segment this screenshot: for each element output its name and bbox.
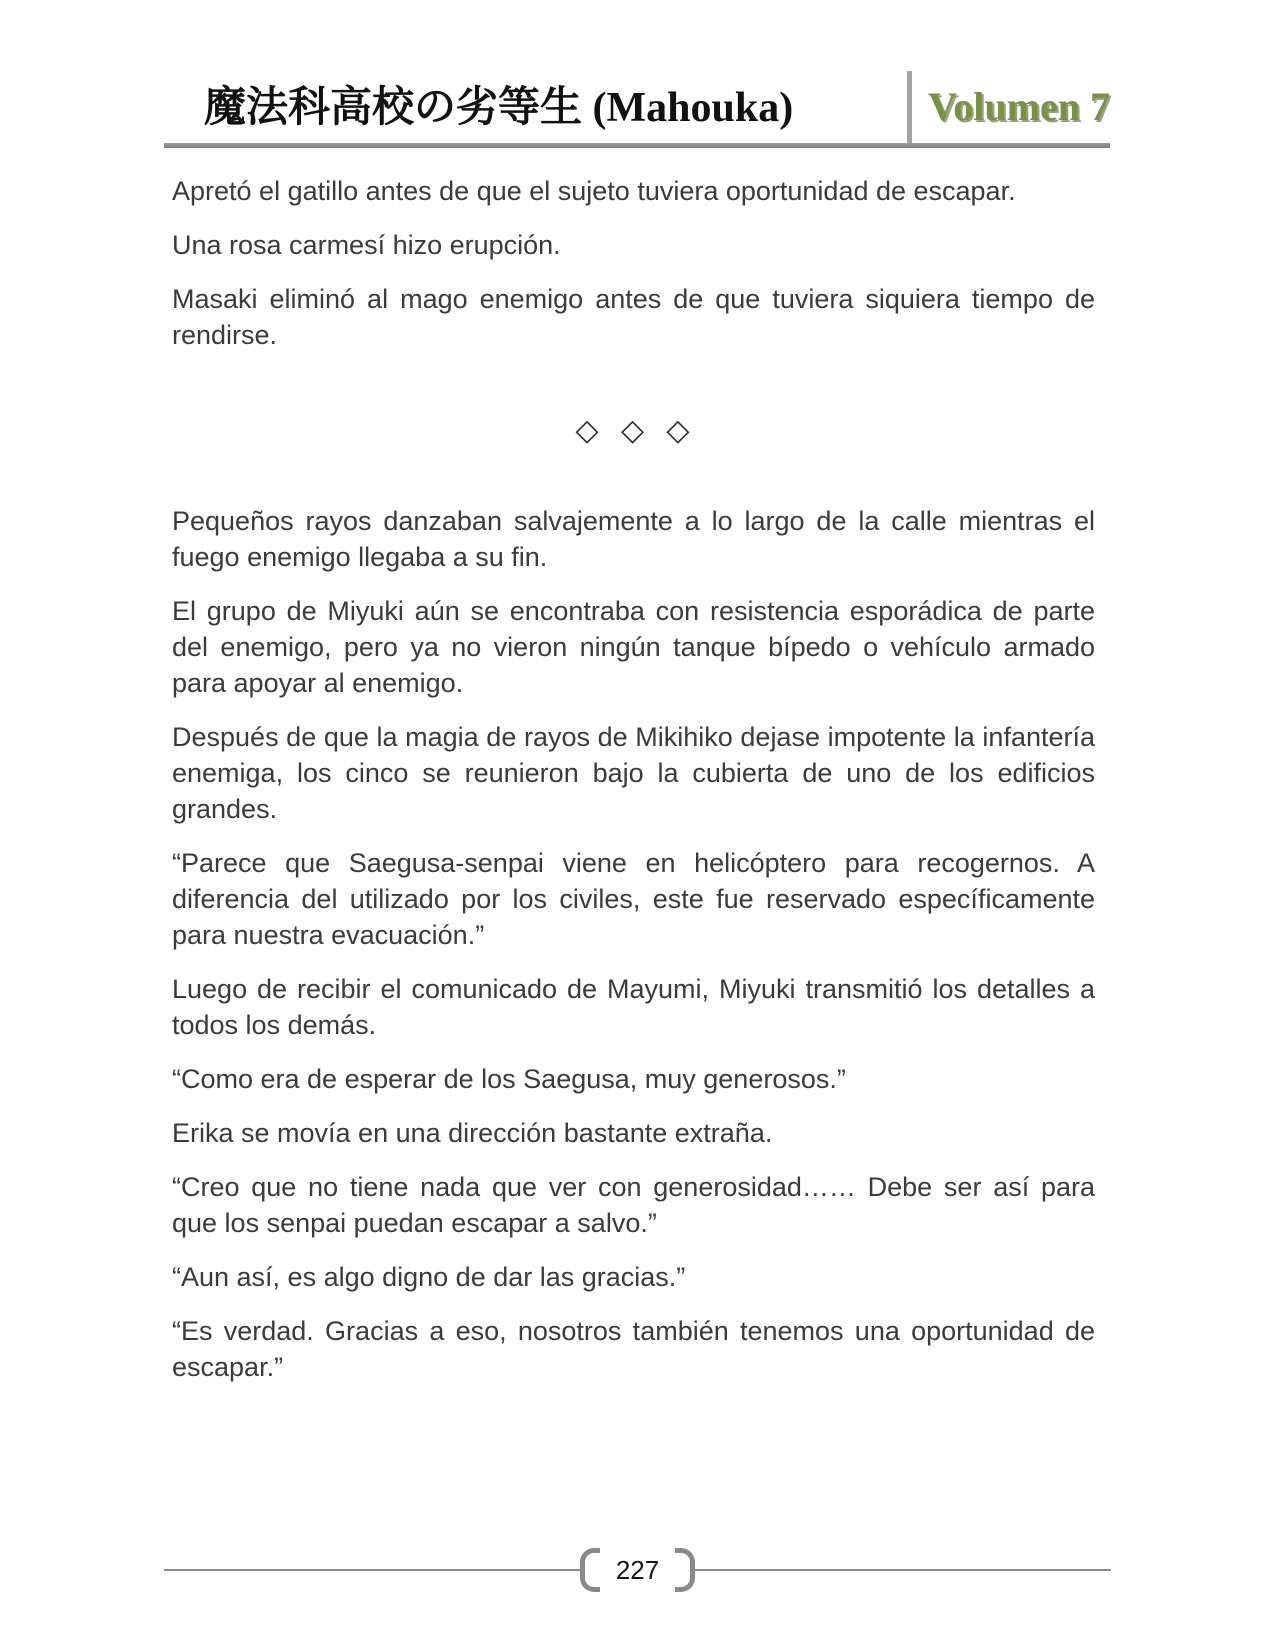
paragraph: Una rosa carmesí hizo erupción. [172,230,561,260]
paragraph: “Como era de esperar de los Saegusa, muy generosos.” [172,1064,846,1094]
paragraph: “Creo que no tiene nada que ver con generosidad…… Debe ser así para que los senpai puedan escapar a salvo.” [172,1172,1095,1238]
page-number-bracket-right [675,1548,695,1592]
page-number-bracket-left [580,1548,600,1592]
page-number: 227 [615,1554,660,1585]
page-header [164,0,1110,148]
volume-label: Volumen 7 [928,84,1110,129]
paragraph: Apretó el gatillo antes de que el sujeto tuviera oportunidad de escapar. [172,176,1016,206]
header-row [164,60,1110,143]
paragraph: Después de que la magia de rayos de Mikihiko dejase impotente la infantería enemiga, los cinco se reunieron bajo la cubierta de uno de los edificios grandes. [172,722,1095,824]
scene-break-separator: ◇ ◇ ◇ [575,414,692,447]
paragraph: El grupo de Miyuki aún se encontraba con resistencia esporádica de parte del enemigo, pero ya no vieron ningún tanque bípedo o vehículo armado para apoyar al enemigo. [172,596,1095,698]
paragraph: Masaki eliminó al mago enemigo antes de que tuviera siquiera tiempo de rendirse. [172,284,1095,350]
document-title: 魔法科高校の劣等生 (Mahouka) [204,85,794,131]
footer-rule-right [695,1569,1111,1571]
header-vertical-divider [907,71,912,143]
page-footer [164,1545,1111,1595]
body-text [172,173,1095,1385]
header-horizontal-rule [164,143,1110,148]
footer-rule-left [164,1569,580,1571]
paragraph: “Parece que Saegusa-senpai viene en helicóptero para recogernos. A diferencia del utilizado por los civiles, este fue reservado específicamente para nuestra evacuación.” [172,848,1095,950]
paragraph: Erika se movía en una dirección bastante extraña. [172,1118,773,1148]
paragraph: “Es verdad. Gracias a eso, nosotros también tenemos una oportunidad de escapar.” [172,1316,1095,1382]
paragraph: Luego de recibir el comunicado de Mayumi, Miyuki transmitió los detalles a todos los demás. [172,974,1095,1040]
paragraph: “Aun así, es algo digno de dar las gracias.” [172,1262,686,1292]
paragraph: Pequeños rayos danzaban salvajemente a lo largo de la calle mientras el fuego enemigo llegaba a su fin. [172,506,1095,572]
